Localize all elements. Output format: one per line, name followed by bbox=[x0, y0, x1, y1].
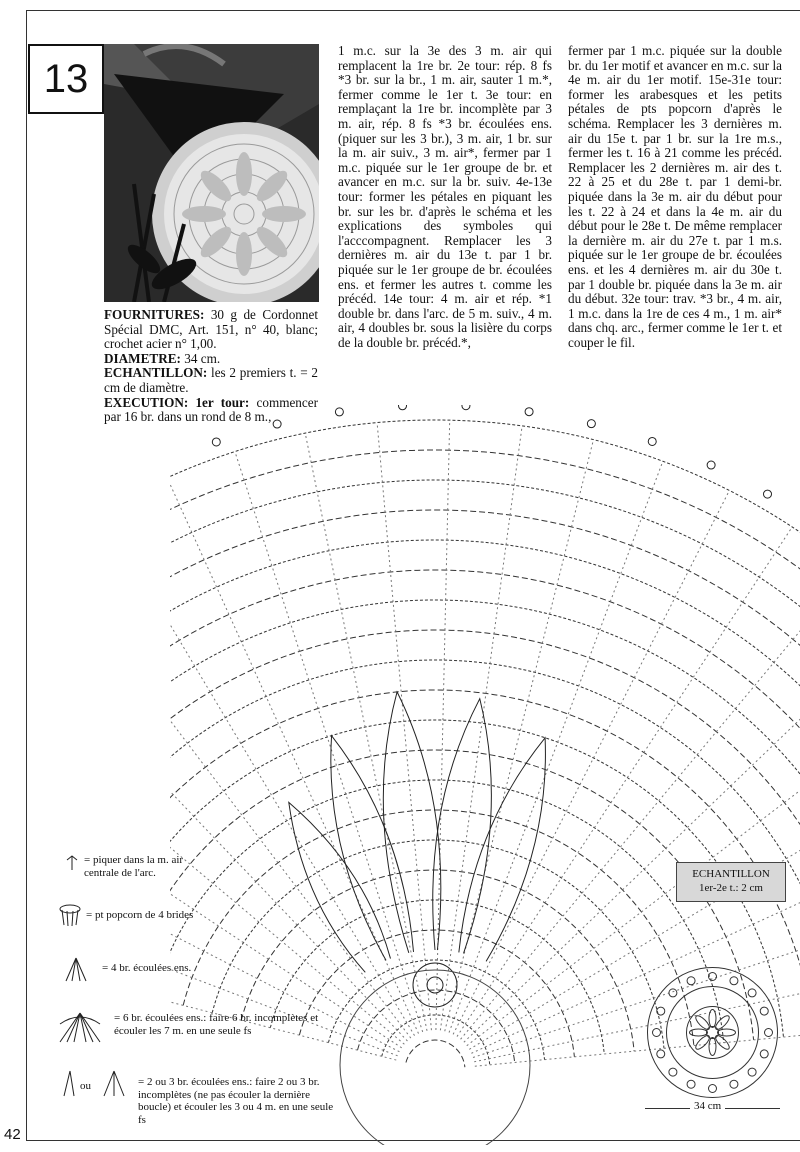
frame-top-line bbox=[26, 10, 800, 11]
two-three-trebles-icon bbox=[58, 1068, 128, 1103]
echantillon-sub: 1er-2e t.: 2 cm bbox=[699, 882, 763, 894]
legend-ou: ou bbox=[80, 1080, 91, 1092]
paragraph-execution: EXECUTION: 1er tour: commencer par 16 br. dans un rond de 8 m., bbox=[104, 394, 319, 425]
legend-two-three-trebles: = 2 ou 3 br. écoulées ens.: faire 2 ou 3 br. incomplètes (ne pas écouler la dernière boucle) et écouler les 3 ou 4 m. en une seule fs bbox=[138, 1076, 334, 1126]
pique-arc-icon bbox=[64, 854, 80, 877]
paragraph-diametre: DIAMETRE: 34 cm. bbox=[104, 350, 221, 366]
text-column-2: 1 m.c. sur la 3e des 3 m. air qui remplacent la 1re br. 2e tour: rép. 8 fs *3 br. sur la br., 1 m. air, sauter 1 m.*, fermer comme le 1er t. 3e tour: en remplaçant la 1re br. incomplète par 3 m. air, rép. 8 fs *3 br. écoulées ens. (piquer sur les 3 br.), 3 m. air, 1 br. sur la m. air suiv., 3 m. air*, fermer par 1 m.c. piquée sur le 1er groupe de br. et avancer en m.c. sur la br. suiv. 4e-13e tour: former les pétales en piquant les br. sur les br. d'après le schéma et les explications des symboles qui l'acccompagnent. Remplacer les 3 dernières m. air du 13e t. par 1 br. piquée sur le 1er groupe de br. écoulées ens. et fermer les autres t. comme les précéd. 14e tour: 4 m. air et rép. *1 double br. dans l'arc. de 5 m. suiv., 4 m. air, 4 doubles br. sous la lisière du corps de la double br. précéd.*, bbox=[338, 43, 552, 350]
dimension-label: 34 cm bbox=[690, 1100, 725, 1112]
text-column-3: fermer par 1 m.c. piquée sur la double br. du 1er motif et avancer en m.c. sur la 4e m. air du 1er motif. 15e-31e tour: former les arabesques et les petits pétales de pts popcorn d'après le schéma. Remplacer les 3 dernières m. air du 15e t. par 1 br. sur la 1re m.s., fermer les t. 16 à 21 comme les précéd. Remplacer les 2 dernières m. air des t. 22 à 25 et du 28e t. par 1 demi-br. piquée dans la 3e m. air du début pour les t. 22 à 24 et dans la 4e m. air du début pour le 28e t. De même remplacer la dernière m. air du 27e t. par 1 m.s. piquée sur le 1er groupe de br. écoulées ens. et les 4 dernières m. air du 30e t. par 1 double br. piquée dans la 3e m. air du début. 32e tour: trav. *3 br., 4 m. air, 1 m.c. dans la 1re de ces 4 m., 1 m. air* dans chq. arc., fermer comme le 1er t. et couper le fil. bbox=[568, 43, 782, 350]
six-trebles-icon bbox=[58, 1010, 102, 1049]
legend-pique: = piquer dans la m. air centrale de l'arc. bbox=[84, 854, 184, 879]
popcorn-icon bbox=[58, 903, 82, 934]
echantillon-box bbox=[676, 862, 786, 902]
doily-photo-icon bbox=[104, 44, 319, 302]
pattern-number: 13 bbox=[43, 56, 89, 101]
legend-four-trebles: = 4 br. écoulées ens. bbox=[102, 962, 192, 974]
legend-six-trebles: = 6 br. écoulées ens.: faire 6 br. incomplètes et écouler les 7 m. en une seule fs bbox=[114, 1012, 319, 1037]
four-trebles-icon bbox=[62, 955, 90, 988]
legend-popcorn: = pt popcorn de 4 brides bbox=[86, 909, 194, 921]
page-number: 42 bbox=[4, 1126, 21, 1143]
pattern-number-box bbox=[28, 44, 104, 114]
frame-left-line bbox=[26, 10, 27, 1140]
paragraph-fournitures: FOURNITURES: 30 g de Cordonnet Spécial DMC, Art. 151, n° 40, blanc; crochet acier n° 1,00. bbox=[104, 307, 318, 352]
sample-doily-diagram bbox=[645, 965, 780, 1100]
doily-photo bbox=[104, 44, 319, 302]
paragraph-echantillon: ECHANTILLON: les 2 premiers t. = 2 cm de diamètre. bbox=[104, 365, 318, 395]
echantillon-title: ECHANTILLON bbox=[692, 868, 770, 880]
